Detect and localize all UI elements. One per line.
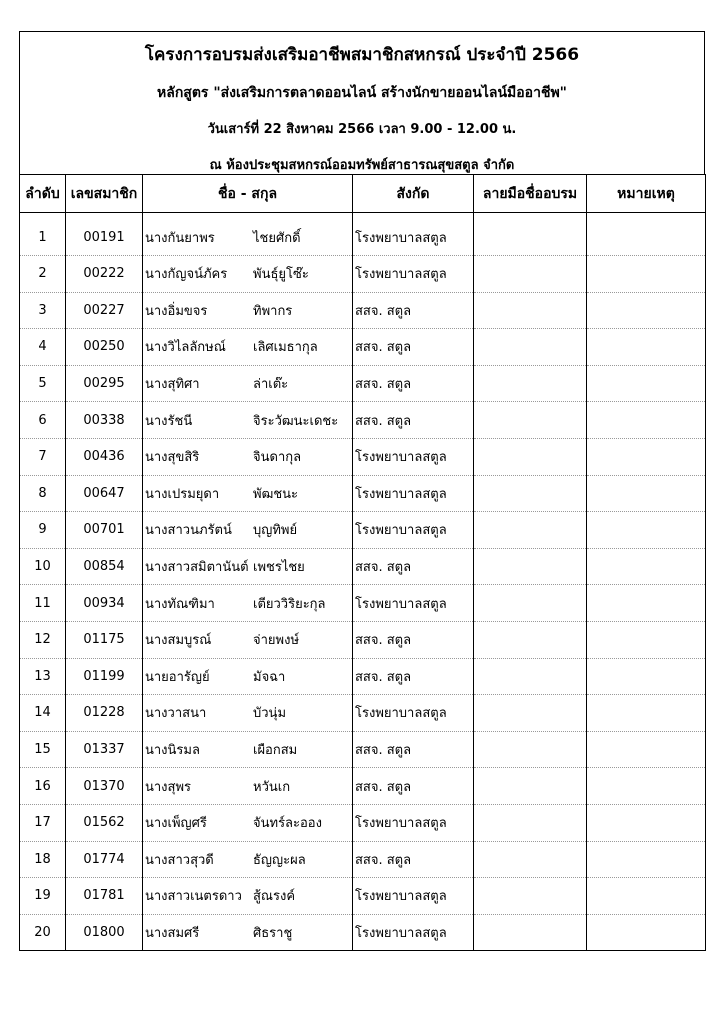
training-date: วันเสาร์ที่ 22 สิงหาคม 2566 เวลา 9.00 - 12.00 น. xyxy=(207,122,517,137)
first-name: นางสาวนภรัตน์ xyxy=(145,523,232,539)
row-number: 9 xyxy=(20,512,66,549)
first-name: นางสาวสุวดี xyxy=(145,852,214,868)
signature-cell[interactable] xyxy=(474,804,587,841)
remarks-cell[interactable] xyxy=(587,548,706,585)
table-row xyxy=(20,914,706,951)
table-row xyxy=(20,292,706,329)
table-row xyxy=(20,402,706,439)
row-number: 1 xyxy=(20,213,66,256)
last-name: จินดากุล xyxy=(253,450,302,466)
table-row xyxy=(20,548,706,585)
last-name: พัฒชนะ xyxy=(253,486,299,502)
member-name xyxy=(143,878,353,915)
column-header-member-id: เลขสมาชิก xyxy=(66,175,143,213)
affiliation: สสจ. สตูล xyxy=(353,548,474,585)
row-number: 3 xyxy=(20,292,66,329)
affiliation: โรงพยาบาลสตูล xyxy=(353,804,474,841)
member-id: 00338 xyxy=(66,402,143,439)
table-row xyxy=(20,804,706,841)
first-name: นางเพ็ญศรี xyxy=(145,816,207,832)
remarks-cell[interactable] xyxy=(587,804,706,841)
training-venue: ณ ห้องประชุมสหกรณ์ออมทรัพย์สาธารณสุขสตูล จำกัด xyxy=(209,158,515,173)
last-name: บัวนุ่ม xyxy=(253,706,287,722)
last-name: ล่าเต๊ะ xyxy=(253,377,289,393)
remarks-cell[interactable] xyxy=(587,438,706,475)
row-number: 2 xyxy=(20,256,66,293)
last-name: ทิพากร xyxy=(253,303,293,319)
member-id: 01781 xyxy=(66,878,143,915)
remarks-cell[interactable] xyxy=(587,731,706,768)
remarks-cell[interactable] xyxy=(587,213,706,256)
row-number: 17 xyxy=(20,804,66,841)
member-name xyxy=(143,548,353,585)
remarks-cell[interactable] xyxy=(587,585,706,622)
remarks-cell[interactable] xyxy=(587,292,706,329)
course-title: หลักสูตร "ส่งเสริมการตลาดออนไลน์ สร้างนักขายออนไลน์มืออาชีพ" xyxy=(157,85,567,101)
table-row xyxy=(20,878,706,915)
first-name: นางสาวสมิตานันต์ xyxy=(145,560,249,576)
member-name xyxy=(143,658,353,695)
last-name: เตียววิริยะกุล xyxy=(253,596,326,612)
attendance-table xyxy=(19,174,706,951)
member-name xyxy=(143,402,353,439)
member-id: 01337 xyxy=(66,731,143,768)
signature-cell[interactable] xyxy=(474,365,587,402)
table-row xyxy=(20,213,706,256)
signature-cell[interactable] xyxy=(474,658,587,695)
column-header-affiliation: สังกัด xyxy=(353,175,474,213)
row-number: 13 xyxy=(20,658,66,695)
signature-cell[interactable] xyxy=(474,914,587,951)
document-header xyxy=(19,31,705,174)
affiliation: โรงพยาบาลสตูล xyxy=(353,256,474,293)
row-number: 12 xyxy=(20,621,66,658)
last-name: เพชรไชย xyxy=(253,560,305,576)
signature-cell[interactable] xyxy=(474,213,587,256)
member-id: 00854 xyxy=(66,548,143,585)
member-id: 00934 xyxy=(66,585,143,622)
member-id: 00647 xyxy=(66,475,143,512)
table-row xyxy=(20,329,706,366)
signature-cell[interactable] xyxy=(474,329,587,366)
table-row xyxy=(20,512,706,549)
affiliation: โรงพยาบาลสตูล xyxy=(353,914,474,951)
first-name: นางวิไลลักษณ์ xyxy=(145,340,226,356)
affiliation: สสจ. สตูล xyxy=(353,658,474,695)
affiliation: สสจ. สตูล xyxy=(353,365,474,402)
last-name: ไชยศักดิ์ xyxy=(253,230,301,246)
member-name xyxy=(143,213,353,256)
row-number: 11 xyxy=(20,585,66,622)
last-name: เลิศเมธากุล xyxy=(253,340,318,356)
first-name: นางสาวเนตรดาว xyxy=(145,889,242,905)
table-row xyxy=(20,731,706,768)
member-id: 01370 xyxy=(66,768,143,805)
signature-cell[interactable] xyxy=(474,695,587,732)
first-name: นางเปรมยุดา xyxy=(145,486,220,502)
table-row xyxy=(20,658,706,695)
column-header-name: ชื่อ - สกุล xyxy=(143,175,353,213)
member-id: 01800 xyxy=(66,914,143,951)
row-number: 5 xyxy=(20,365,66,402)
affiliation: สสจ. สตูล xyxy=(353,329,474,366)
remarks-cell[interactable] xyxy=(587,329,706,366)
member-id: 00295 xyxy=(66,365,143,402)
signature-cell[interactable] xyxy=(474,402,587,439)
signature-cell[interactable] xyxy=(474,475,587,512)
last-name: จ่ายพงษ์ xyxy=(253,633,300,649)
member-name xyxy=(143,731,353,768)
table-row xyxy=(20,256,706,293)
signature-cell[interactable] xyxy=(474,548,587,585)
affiliation: โรงพยาบาลสตูล xyxy=(353,512,474,549)
affiliation: สสจ. สตูล xyxy=(353,841,474,878)
affiliation: โรงพยาบาลสตูล xyxy=(353,695,474,732)
member-id: 00227 xyxy=(66,292,143,329)
member-id: 01228 xyxy=(66,695,143,732)
first-name: นางทัณฑิมา xyxy=(145,596,215,612)
column-header-remarks: หมายเหตุ xyxy=(587,175,706,213)
member-name xyxy=(143,365,353,402)
member-id: 01774 xyxy=(66,841,143,878)
first-name: นางสุทิศา xyxy=(145,377,200,393)
affiliation: โรงพยาบาลสตูล xyxy=(353,438,474,475)
column-header-signature: ลายมือชื่ออบรม xyxy=(474,175,587,213)
last-name: จันทร์ละออง xyxy=(253,816,322,832)
member-id: 00436 xyxy=(66,438,143,475)
affiliation: โรงพยาบาลสตูล xyxy=(353,475,474,512)
affiliation: สสจ. สตูล xyxy=(353,621,474,658)
row-number: 4 xyxy=(20,329,66,366)
member-id: 01175 xyxy=(66,621,143,658)
table-body xyxy=(20,213,706,951)
row-number: 18 xyxy=(20,841,66,878)
last-name: มัจฉา xyxy=(253,669,286,685)
affiliation: สสจ. สตูล xyxy=(353,731,474,768)
member-name xyxy=(143,329,353,366)
row-number: 7 xyxy=(20,438,66,475)
remarks-cell[interactable] xyxy=(587,768,706,805)
table-row xyxy=(20,695,706,732)
member-name xyxy=(143,256,353,293)
column-header-no: ลำดับ xyxy=(20,175,66,213)
affiliation: สสจ. สตูล xyxy=(353,292,474,329)
row-number: 19 xyxy=(20,878,66,915)
remarks-cell[interactable] xyxy=(587,841,706,878)
first-name: นางสุขสิริ xyxy=(145,450,200,466)
first-name: นางนิรมล xyxy=(145,743,200,759)
table-row xyxy=(20,438,706,475)
last-name: ธัญญะผล xyxy=(253,852,306,868)
member-id: 01562 xyxy=(66,804,143,841)
affiliation: สสจ. สตูล xyxy=(353,402,474,439)
signature-cell[interactable] xyxy=(474,438,587,475)
member-name xyxy=(143,841,353,878)
first-name: นางกัญจน์ภัคร xyxy=(145,267,228,283)
member-name xyxy=(143,292,353,329)
remarks-cell[interactable] xyxy=(587,914,706,951)
remarks-cell[interactable] xyxy=(587,475,706,512)
signature-cell[interactable] xyxy=(474,585,587,622)
first-name: นางสุพร xyxy=(145,779,192,795)
row-number: 16 xyxy=(20,768,66,805)
document-title: โครงการอบรมส่งเสริมอาชีพสมาชิกสหกรณ์ ประจำปี 2566 xyxy=(144,45,580,65)
row-number: 8 xyxy=(20,475,66,512)
member-id: 00701 xyxy=(66,512,143,549)
affiliation: โรงพยาบาลสตูล xyxy=(353,878,474,915)
table-row xyxy=(20,475,706,512)
last-name: พันธุ์ยูโซ๊ะ xyxy=(253,267,309,283)
member-name xyxy=(143,804,353,841)
row-number: 6 xyxy=(20,402,66,439)
member-id: 01199 xyxy=(66,658,143,695)
member-name xyxy=(143,695,353,732)
last-name: หวันเก xyxy=(253,779,291,795)
first-name: นางกันยาพร xyxy=(145,230,215,246)
member-name xyxy=(143,621,353,658)
member-name xyxy=(143,438,353,475)
first-name: นางรัชนี xyxy=(145,413,193,429)
signature-cell[interactable] xyxy=(474,768,587,805)
row-number: 20 xyxy=(20,914,66,951)
affiliation: โรงพยาบาลสตูล xyxy=(353,585,474,622)
first-name: นายอารัญย์ xyxy=(145,669,210,685)
remarks-cell[interactable] xyxy=(587,512,706,549)
member-id: 00250 xyxy=(66,329,143,366)
first-name: นางอิ่มขจร xyxy=(145,303,208,319)
signature-cell[interactable] xyxy=(474,292,587,329)
signature-cell[interactable] xyxy=(474,841,587,878)
remarks-cell[interactable] xyxy=(587,402,706,439)
last-name: จิระวัฒนะเดชะ xyxy=(253,413,339,429)
remarks-cell[interactable] xyxy=(587,695,706,732)
attendance-sheet xyxy=(19,31,705,951)
table-row xyxy=(20,365,706,402)
row-number: 15 xyxy=(20,731,66,768)
first-name: นางสมศรี xyxy=(145,925,200,941)
signature-cell[interactable] xyxy=(474,512,587,549)
table-row xyxy=(20,768,706,805)
row-number: 14 xyxy=(20,695,66,732)
member-name xyxy=(143,914,353,951)
table-header-row xyxy=(20,175,706,213)
member-name xyxy=(143,512,353,549)
signature-cell[interactable] xyxy=(474,621,587,658)
signature-cell[interactable] xyxy=(474,878,587,915)
last-name: บุญทิพย์ xyxy=(253,523,298,539)
member-name xyxy=(143,768,353,805)
last-name: ศิธราชู xyxy=(253,925,293,941)
remarks-cell[interactable] xyxy=(587,365,706,402)
table-row xyxy=(20,621,706,658)
member-name xyxy=(143,585,353,622)
last-name: สู้ณรงค์ xyxy=(253,889,296,905)
member-id: 00191 xyxy=(66,213,143,256)
row-number: 10 xyxy=(20,548,66,585)
first-name: นางวาสนา xyxy=(145,706,207,722)
remarks-cell[interactable] xyxy=(587,878,706,915)
remarks-cell[interactable] xyxy=(587,658,706,695)
affiliation: สสจ. สตูล xyxy=(353,768,474,805)
first-name: นางสมบูรณ์ xyxy=(145,633,212,649)
table-row xyxy=(20,841,706,878)
member-name xyxy=(143,475,353,512)
affiliation: โรงพยาบาลสตูล xyxy=(353,213,474,256)
table-row xyxy=(20,585,706,622)
signature-cell[interactable] xyxy=(474,731,587,768)
remarks-cell[interactable] xyxy=(587,256,706,293)
signature-cell[interactable] xyxy=(474,256,587,293)
remarks-cell[interactable] xyxy=(587,621,706,658)
last-name: เผือกสม xyxy=(253,743,298,759)
member-id: 00222 xyxy=(66,256,143,293)
